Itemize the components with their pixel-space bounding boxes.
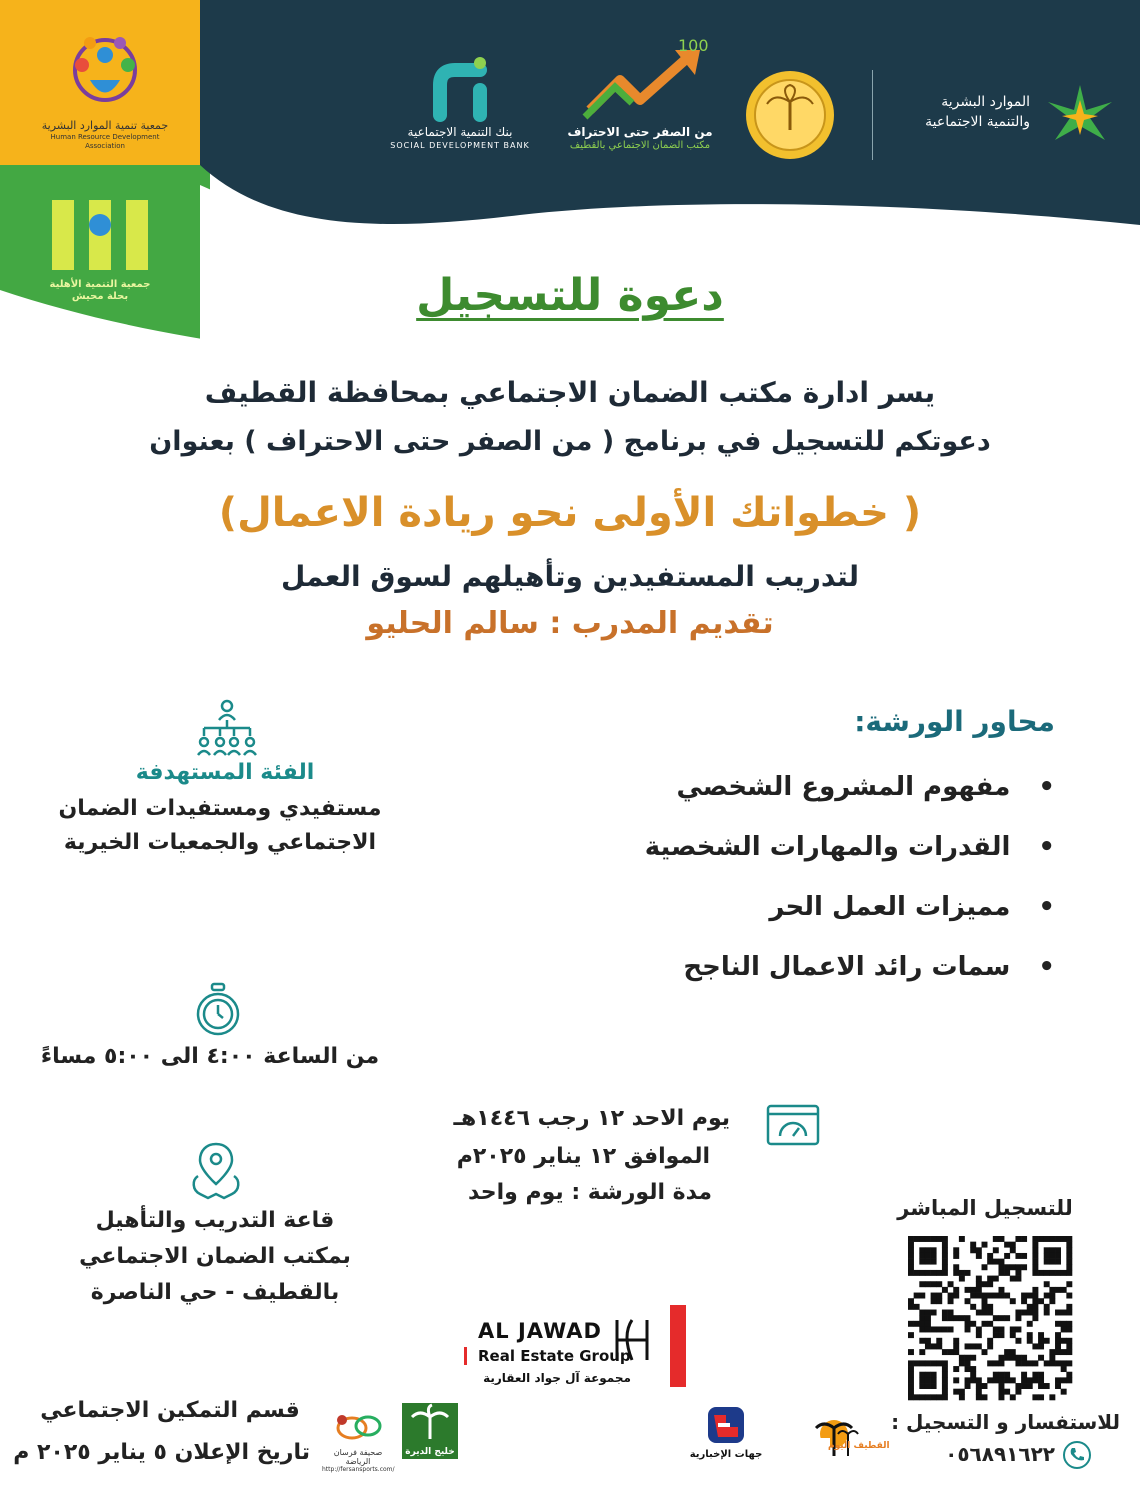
towers-icon [40, 195, 160, 275]
jehat-news-logo [688, 1405, 764, 1465]
jehat-news-name: جهات الإخبارية [689, 1449, 763, 1460]
local-association-logo [40, 195, 160, 305]
local-association-name: جمعية التنمية الأهلية بحلة محيش [49, 279, 151, 302]
calendar-gauge-icon [766, 1104, 820, 1146]
hrd-association-logo [30, 25, 180, 155]
axis-item: • مفهوم المشروع الشخصي [676, 772, 1055, 802]
palm-seal-icon [745, 70, 835, 160]
khaleej-aldeera-logo [402, 1403, 458, 1459]
fersan-media-url[interactable]: http://fersansports.com/ [322, 1466, 395, 1473]
target-line-2: الاجتماعي والجمعيات الخيرية [63, 830, 377, 855]
sponsor-monogram-icon [612, 1315, 652, 1365]
hrd-association-name-en: Human Resource Development Association [50, 133, 160, 150]
people-circle-icon [30, 25, 180, 115]
workshop-title: ( خطواتك الأولى نحو ريادة الاعمال) [218, 490, 922, 536]
date-line-1: يوم الاحد ١٢ رجب ١٤٤٦هـ [453, 1106, 730, 1131]
purpose-line: لتدريب المستفيدين وتأهيلهم لسوق العمل [280, 560, 860, 593]
trainer-line: تقديم المدرب : سالم الحليو [366, 606, 774, 641]
gold-seal-logo [745, 70, 835, 160]
axis-item: • سمات رائد الاعمال الناجح [683, 952, 1055, 982]
org-chart-icon [192, 698, 262, 758]
direct-register-label: للتسجيل المباشر [897, 1196, 1073, 1220]
intro-line-1: يسر ادارة مكتب الضمان الاجتماعي بمحافظة القطيف [204, 376, 936, 409]
sponsor-name-ar: مجموعة آل جواد العقارية [483, 1371, 631, 1385]
hrd-association-name: جمعية تنمية الموارد البشرية [41, 119, 169, 132]
bank-name-ar: بنك التنمية الاجتماعية [407, 125, 513, 139]
date-line-2: الموافق ١٢ يناير ٢٠٢٥م [456, 1144, 710, 1169]
palm-tree-icon [402, 1403, 458, 1443]
target-line-1: مستفيدي ومستفيدات الضمان [58, 796, 382, 821]
ministry-star-icon [1040, 80, 1120, 150]
axes-heading: محاور الورشة: [854, 705, 1055, 738]
ministry-logo [880, 80, 1120, 150]
location-pin-icon [188, 1140, 244, 1202]
department-name: قسم التمكين الاجتماعي [40, 1398, 300, 1423]
inquiry-label: للاستفسار و التسجيل : [891, 1410, 1120, 1434]
sponsor-name-en-2: Real Estate Group [478, 1347, 631, 1365]
stopwatch-icon [193, 982, 243, 1038]
fersan-media-logo [322, 1410, 395, 1473]
ministry-name-line1: الموارد البشرية [941, 94, 1030, 110]
page-title: دعوة للتسجيل [416, 270, 724, 321]
axis-item: • القدرات والمهارات الشخصية [645, 832, 1055, 862]
target-heading: الفئة المستهدفة [135, 760, 315, 785]
location-line-1: قاعة التدريب والتأهيل [95, 1208, 335, 1233]
location-line-3: بالقطيف - حي الناصرة [90, 1280, 340, 1305]
sponsor-name-en-1: AL JAWAD [478, 1319, 602, 1343]
qr-code-image [908, 1236, 1072, 1400]
qatif-today-icon [790, 1408, 890, 1460]
program-logo-title: من الصفر حتى الاحتراف [567, 125, 713, 139]
axis-item: • مميزات العمل الحر [769, 892, 1055, 922]
program-logo-subtitle: مكتب الضمان الاجتماعي بالقطيف [569, 140, 711, 151]
sponsor-accent-line [464, 1347, 467, 1365]
fersan-logo-icon [322, 1410, 394, 1444]
sponsor-red-bar [670, 1305, 686, 1387]
intro-line-2: دعوتكم للتسجيل في برنامج ( من الصفر حتى الاحتراف ) بعنوان [149, 426, 991, 457]
program-logo-number: 100 [678, 36, 709, 55]
phone-number[interactable]: ٠٥٦٨٩١٦٢٢ [945, 1442, 1055, 1466]
jehat-logo-icon [688, 1405, 764, 1445]
khaleej-aldeera-name: خليج الديرة [405, 1447, 455, 1457]
qatif-today-name: القطيف اليوم [828, 1441, 890, 1451]
fersan-media-name: صحيفة فرسان الرياضة [333, 1448, 383, 1466]
phone-icon [1062, 1440, 1092, 1470]
social-development-bank-logo [380, 55, 540, 165]
date-line-3: مدة الورشة : يوم واحد [468, 1180, 712, 1205]
bank-name-en: SOCIAL DEVELOPMENT BANK [390, 141, 530, 150]
time-text: من الساعة ٤:٠٠ الى ٥:٠٠ مساءً [40, 1044, 380, 1069]
al-jawad-sponsor-logo [462, 1305, 692, 1390]
location-line-2: بمكتب الضمان الاجتماعي [79, 1244, 351, 1269]
growth-arrow-icon [560, 35, 720, 125]
bank-logo-icon [380, 55, 540, 125]
qr-code[interactable] [908, 1236, 1072, 1400]
header-divider [872, 70, 873, 160]
announcement-date: تاريخ الإعلان ٥ يناير ٢٠٢٥ م [13, 1440, 310, 1465]
qatif-today-logo [790, 1408, 890, 1460]
ministry-name-line2: والتنمية الاجتماعية [925, 114, 1030, 130]
zero-to-pro-logo [560, 35, 720, 170]
